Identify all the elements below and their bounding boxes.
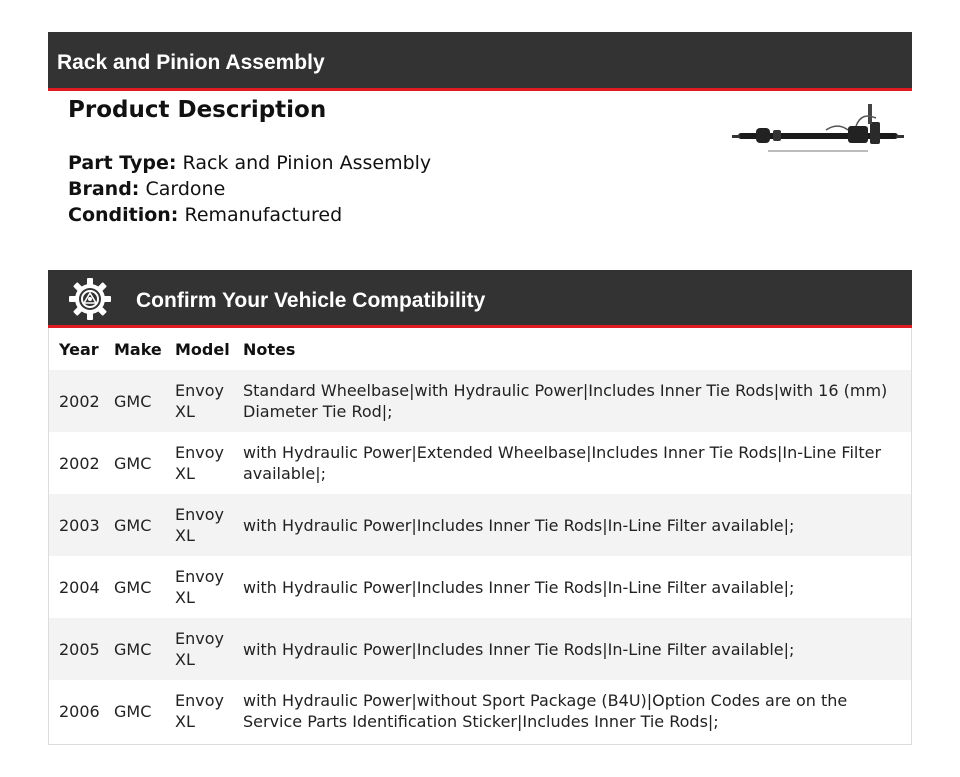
cell-year: 2006 [49, 680, 104, 742]
cell-model: Envoy XL [165, 680, 233, 742]
compatibility-table [48, 328, 912, 745]
cell-year: 2002 [49, 432, 104, 494]
spec-label: Part Type: [68, 152, 177, 174]
cell-make: GMC [104, 618, 165, 680]
page-title: Rack and Pinion Assembly [57, 51, 325, 74]
gear-icon [68, 277, 112, 321]
spec-value: Remanufactured [184, 204, 343, 226]
product-description-heading: Product Description [68, 97, 327, 123]
spec-condition [68, 204, 342, 226]
column-header-year: Year [59, 339, 99, 359]
table-row [49, 432, 911, 494]
table-row [49, 680, 911, 742]
cell-model: Envoy XL [165, 370, 233, 432]
column-header-notes: Notes [243, 339, 296, 359]
cell-make: GMC [104, 556, 165, 618]
cell-model: Envoy XL [165, 432, 233, 494]
cell-notes: with Hydraulic Power|Includes Inner Tie Rods|In-Line Filter available|; [233, 556, 911, 618]
table-row [49, 370, 911, 432]
cell-model: Envoy XL [165, 556, 233, 618]
cell-model: Envoy XL [165, 618, 233, 680]
cell-make: GMC [104, 494, 165, 556]
column-header-make: Make [114, 339, 162, 359]
cell-make: GMC [104, 680, 165, 742]
cell-notes: with Hydraulic Power|Includes Inner Tie Rods|In-Line Filter available|; [233, 618, 911, 680]
spec-brand [68, 178, 225, 200]
table-header-row [49, 328, 911, 370]
cell-make: GMC [104, 432, 165, 494]
cell-year: 2004 [49, 556, 104, 618]
cell-notes: with Hydraulic Power|Includes Inner Tie Rods|In-Line Filter available|; [233, 494, 911, 556]
table-row [49, 494, 911, 556]
spec-value: Cardone [145, 178, 226, 200]
cell-notes: with Hydraulic Power|Extended Wheelbase|Includes Inner Tie Rods|In-Line Filter available|; [233, 432, 911, 494]
cell-year: 2003 [49, 494, 104, 556]
spec-label: Condition: [68, 204, 179, 226]
cell-year: 2002 [49, 370, 104, 432]
compatibility-banner [48, 270, 912, 328]
column-header-model: Model [175, 339, 230, 359]
table-row [49, 556, 911, 618]
rack-and-pinion-image [728, 100, 908, 160]
cell-year: 2005 [49, 618, 104, 680]
compatibility-title: Confirm Your Vehicle Compatibility [136, 289, 486, 312]
header-banner [48, 32, 912, 91]
spec-part-type [68, 152, 431, 174]
cell-make: GMC [104, 370, 165, 432]
spec-label: Brand: [68, 178, 140, 200]
cell-notes: with Hydraulic Power|without Sport Package (B4U)|Option Codes are on the Service Parts Identification Sticker|Includes Inner Tie Rods|; [233, 680, 911, 742]
cell-notes: Standard Wheelbase|with Hydraulic Power|Includes Inner Tie Rods|with 16 (mm) Diameter Tie Rod|; [233, 370, 911, 432]
spec-value: Rack and Pinion Assembly [182, 152, 432, 174]
table-row [49, 618, 911, 680]
cell-model: Envoy XL [165, 494, 233, 556]
